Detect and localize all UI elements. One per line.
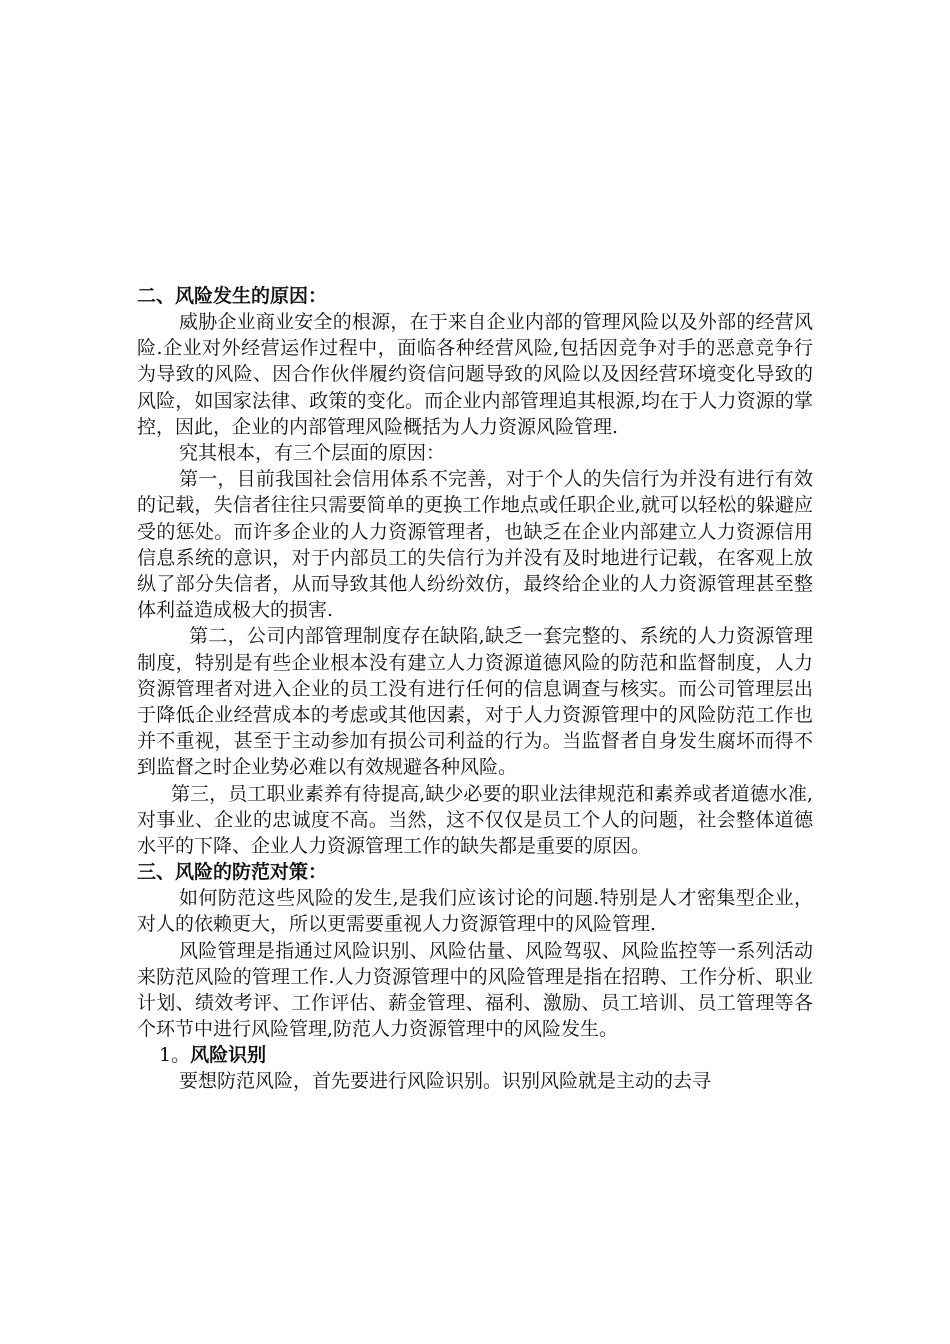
- paragraph: 威胁企业商业安全的根源，在于来自企业内部的管理风险以及外部的经营风险.企业对外经营运作过程中，面临各种经营风险,包括因竞争对手的恶意竞争行为导致的风险、因合作伙伴履约资信问题导致的风险以及因经营环境变化导致的风险，如国家法律、政策的变化。而企业内部管理追其根源,均在于人力资源的掌控，因此，企业的内部管理风险概括为人力资源风险管理.: [137, 311, 813, 438]
- subsection-title: 风险识别: [190, 1044, 267, 1067]
- subsection-number: 1。: [159, 1044, 191, 1067]
- paragraph: 第三，员工职业素养有待提高,缺少必要的职业法律规范和素养或者道德水准,对事业、企业的忠诚度不高。当然，这不仅仅是员工个人的问题，社会整体道德水平的下降、企业人力资源管理工作的缺失都是重要的原因。: [137, 782, 813, 858]
- subsection-heading-risk-identification: [137, 1042, 813, 1068]
- paragraph: 第一，目前我国社会信用体系不完善，对于个人的失信行为并没有进行有效的记载，失信者往往只需要简单的更换工作地点或任职企业,就可以轻松的躲避应受的惩处。而许多企业的人力资源管理者，也缺乏在企业内部建立人力资源信用信息系统的意识，对于内部员工的失信行为并没有及时地进行记载，在客观上放纵了部分失信者，从而导致其他人纷纷效仿，最终给企业的人力资源管理甚至整体利益造成极大的损害.: [137, 468, 813, 622]
- document-body: [137, 283, 813, 1095]
- paragraph: 要想防范风险，首先要进行风险识别。识别风险就是主动的去寻: [179, 1070, 712, 1093]
- paragraph: 第二，公司内部管理制度存在缺陷,缺乏一套完整的、系统的人力资源管理制度，特别是有些企业根本没有建立人力资源道德风险的防范和监督制度，人力资源管理者对进入企业的员工没有进行任何的信息调查与核实。而公司管理层出于降低企业经营成本的考虑或其他因素，对于人力资源管理中的风险防范工作也并不重视，甚至于主动参加有损公司利益的行为。当监督者自身发生腐坏而得不到监督之时企业势必难以有效规避各种风险。: [137, 625, 813, 779]
- section-heading-causes: 二、风险发生的原因：: [137, 285, 328, 307]
- section-heading-countermeasures: 三、风险的防范对策：: [137, 861, 328, 884]
- paragraph: 如何防范这些风险的发生,是我们应该讨论的问题.特别是人才密集型企业，对人的依赖更大，所以更需要重视人力资源管理中的风险管理.: [137, 887, 813, 936]
- paragraph: 究其根本，有三个层面的原因：: [179, 442, 446, 465]
- paragraph: 风险管理是指通过风险识别、风险估量、风险驾驭、风险监控等一系列活动来防范风险的管理工作.人力资源管理中的风险管理是指在招聘、工作分析、职业计划、绩效考评、工作评估、薪金管理、福利、激励、员工培训、员工管理等各个环节中进行风险管理,防范人力资源管理中的风险发生。: [137, 939, 813, 1041]
